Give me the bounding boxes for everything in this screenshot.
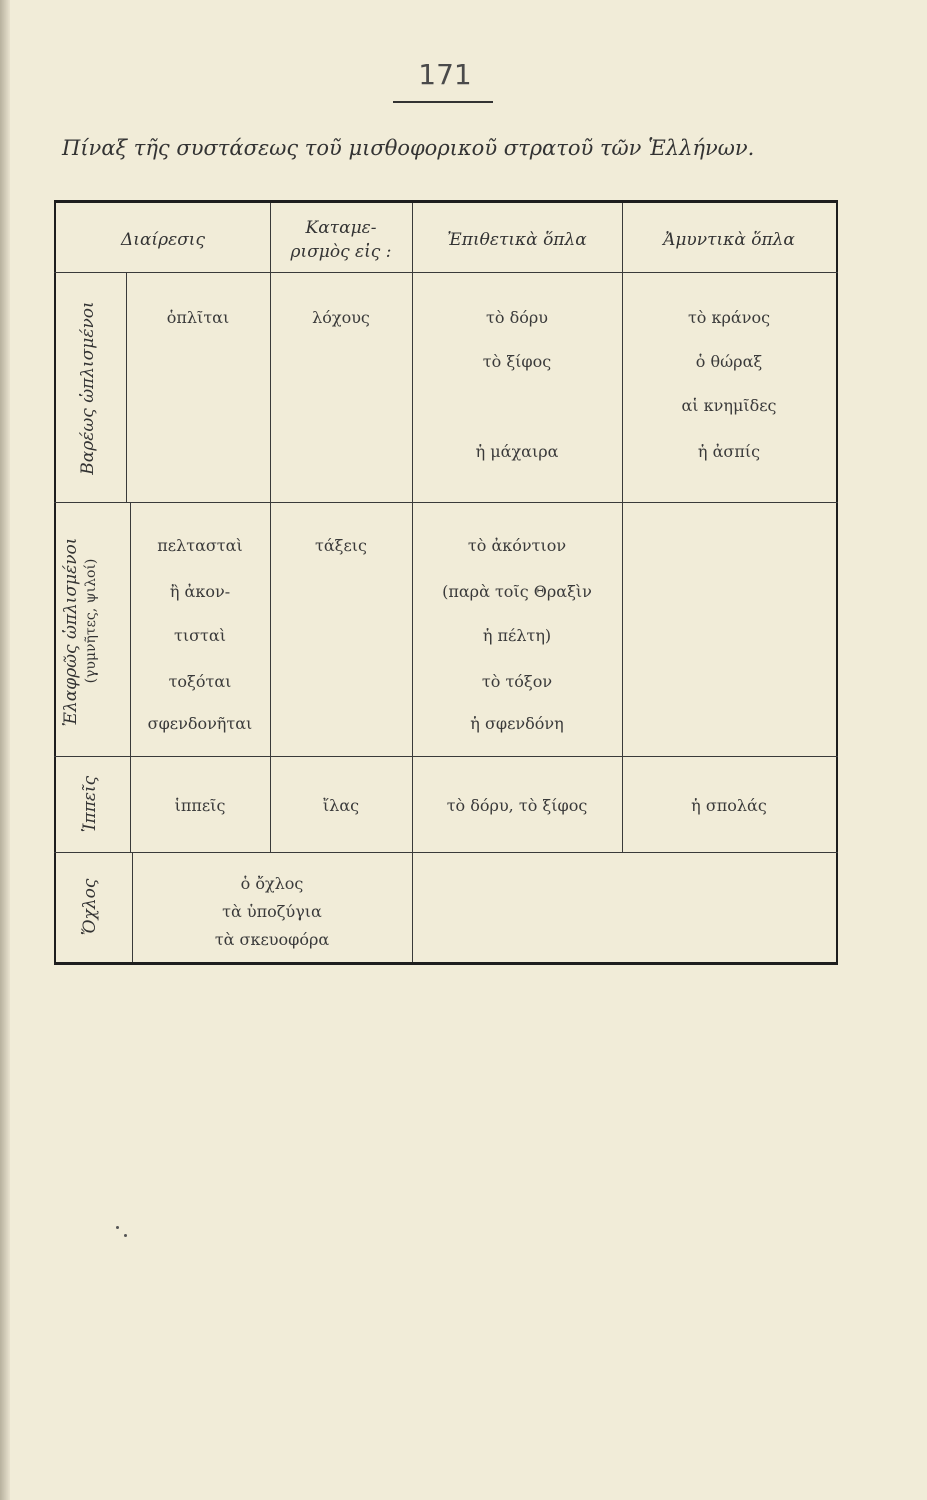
army-composition-table: [54, 200, 838, 965]
light-offensive-3: ἡ πέλτη): [482, 626, 552, 645]
heavy-offensive-2: τὸ ξίφος: [482, 352, 552, 371]
heavy-unit: ὁπλῖται: [166, 308, 230, 327]
row-sublabel-light: (γυμνῆτες, ψιλοί): [83, 558, 99, 684]
light-offensive-2: (παρὰ τοῖς Θραξὶν: [442, 582, 592, 601]
table-bottom-border: [54, 962, 838, 965]
crowd-item-2: τὰ ὑποζύγια: [222, 902, 322, 921]
page-number: 171: [418, 58, 472, 91]
paper-speck: [116, 1226, 119, 1229]
light-offensive-4: τὸ τόξον: [481, 672, 553, 691]
heavy-defensive-4: ἡ ἀσπίς: [697, 442, 761, 461]
page-number-rule: [393, 101, 493, 103]
light-unit-5: σφενδονῆται: [147, 714, 253, 733]
table-top-border: [54, 200, 838, 203]
light-unit-2: ἢ ἀκον-: [169, 582, 231, 601]
header-divisions: Διαίρεσις: [121, 230, 205, 250]
col-separator-1: [270, 203, 271, 852]
heavy-grouping: λόχους: [312, 308, 370, 327]
row-separator-1: [54, 502, 838, 503]
col-separator-3: [622, 203, 623, 852]
light-unit-1: πελτασταὶ: [157, 536, 243, 555]
cavalry-grouping: ἴλας: [322, 796, 360, 815]
row-separator-3: [54, 852, 838, 853]
heavy-offensive-3: ἡ μάχαιρα: [475, 442, 559, 461]
row-label-light: Ἐλαφρῶς ὡπλισμένοι: [61, 537, 81, 727]
heavy-defensive-3: αἱ κνημῖδες: [681, 396, 777, 415]
light-offensive-5: ἡ σφενδόνη: [470, 714, 564, 733]
table-title: Πίναξ τῆς συστάσεως τοῦ μισθοφορικοῦ στρατοῦ τῶν Ἑλλήνων.: [62, 136, 755, 160]
light-offensive-1: τὸ ἀκόντιον: [467, 536, 567, 555]
page-edge: [0, 0, 10, 1500]
paper-speck: [124, 1234, 127, 1237]
table-left-border: [54, 200, 56, 965]
header-grouping-line2: ρισμὸς εἰς :: [290, 242, 392, 262]
table-right-border: [836, 200, 838, 965]
heavy-offensive-1: τὸ δόρυ: [486, 308, 548, 327]
heavy-defensive-1: τὸ κράνος: [687, 308, 771, 327]
header-defensive: Ἀμυντικὰ ὅπλα: [663, 230, 795, 250]
cavalry-unit: ἱππεῖς: [174, 796, 226, 815]
row-separator-2: [54, 756, 838, 757]
light-grouping: τάξεις: [315, 536, 367, 555]
crowd-item-3: τὰ σκευοφόρα: [214, 930, 330, 949]
header-grouping-line1: Καταμε-: [305, 218, 377, 238]
label-separator-heavy: [126, 272, 127, 502]
header-separator: [54, 272, 838, 273]
cavalry-offensive: τὸ δόρυ, τὸ ξίφος: [446, 796, 588, 815]
crowd-item-1: ὁ ὄχλος: [240, 874, 304, 893]
row-label-heavy: Βαρέως ὡπλισμένοι: [78, 301, 98, 475]
light-unit-3: τισταὶ: [174, 626, 226, 645]
heavy-defensive-2: ὁ θώραξ: [695, 352, 763, 371]
light-unit-4: τοξόται: [168, 672, 232, 691]
cavalry-defensive: ἡ σπολάς: [691, 796, 767, 815]
header-offensive: Ἐπιθετικὰ ὅπλα: [447, 230, 587, 250]
row-label-cavalry: Ἱππεῖς: [80, 775, 100, 833]
row-label-crowd: Ὄχλος: [80, 878, 100, 936]
